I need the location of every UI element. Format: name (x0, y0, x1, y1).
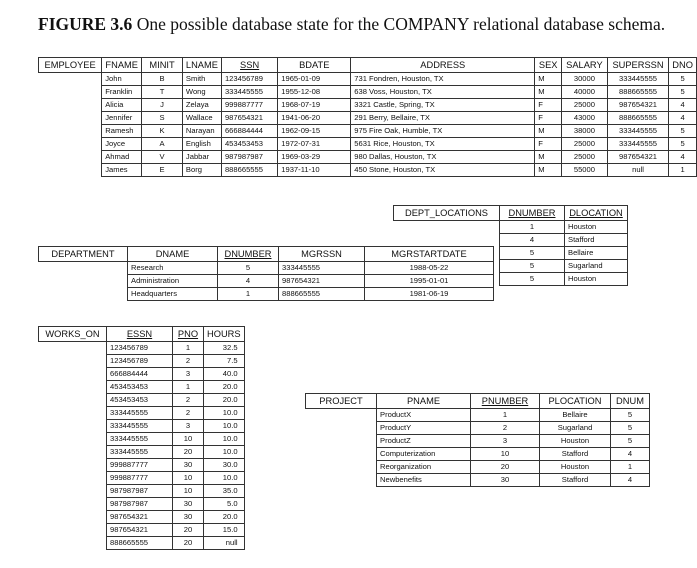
employee-cell-ssn: 333445555 (221, 86, 277, 99)
employee-cell-salary: 40000 (562, 86, 608, 99)
works_on-blank-cell (39, 381, 107, 394)
employee-blank-cell (39, 112, 102, 125)
works_on-row (39, 498, 245, 511)
works_on-blank-cell (39, 368, 107, 381)
works_on-cell-hours: 20.0 (204, 511, 245, 524)
employee-cell-sex: F (535, 112, 562, 125)
project-col-plocation: PLOCATION (540, 394, 611, 409)
employee-blank-cell (39, 86, 102, 99)
works_on-cell-hours: 20.0 (204, 381, 245, 394)
employee-cell-superssn: 333445555 (607, 138, 669, 151)
employee-cell-bdate: 1965-01-09 (278, 73, 351, 86)
works_on-cell-pno: 20 (173, 524, 204, 537)
employee-blank-cell (39, 73, 102, 86)
project-header-row (306, 394, 650, 409)
employee-cell-sex: M (535, 125, 562, 138)
department-cell-dnumber: 1 (218, 288, 279, 301)
dept_locations-cell-dnumber: 5 (500, 273, 565, 286)
works_on-cell-pno: 10 (173, 472, 204, 485)
project-cell-plocation: Stafford (540, 448, 611, 461)
employee-cell-bdate: 1941-06-20 (278, 112, 351, 125)
works_on-blank-cell (39, 485, 107, 498)
project-key-pnumber: PNUMBER (481, 396, 529, 406)
works_on-cell-hours: 20.0 (204, 394, 245, 407)
employee-blank-cell (39, 164, 102, 177)
employee-cell-lname: Smith (182, 73, 221, 86)
employee-col-lname: LNAME (182, 58, 221, 73)
project-col-pname: PNAME (377, 394, 471, 409)
employee-cell-superssn: 888665555 (607, 112, 669, 125)
project-cell-pname: ProductX (377, 409, 471, 422)
works_on-cell-hours: 32.5 (204, 342, 245, 355)
project-cell-pnumber: 10 (471, 448, 540, 461)
employee-cell-lname: Zelaya (182, 99, 221, 112)
department-key-dnumber: DNUMBER (224, 249, 272, 259)
employee-row (39, 86, 697, 99)
employee-cell-bdate: 1955-12-08 (278, 86, 351, 99)
dept_locations-col-dlocation (565, 206, 628, 221)
employee-cell-salary: 25000 (562, 138, 608, 151)
employee-col-salary: SALARY (562, 58, 608, 73)
project-col-dnum: DNUM (611, 394, 650, 409)
works_on-blank-cell (39, 433, 107, 446)
employee-cell-minit: E (142, 164, 183, 177)
employee-cell-bdate: 1937-11-10 (278, 164, 351, 177)
employee-key-ssn: SSN (240, 60, 260, 70)
works_on-cell-pno: 20 (173, 446, 204, 459)
employee-cell-dno: 1 (669, 164, 697, 177)
works_on-row (39, 446, 245, 459)
dept_locations-cell-dlocation: Houston (565, 273, 628, 286)
dept_locations-row (394, 221, 628, 234)
project-row (306, 435, 650, 448)
employee-cell-bdate: 1968-07-19 (278, 99, 351, 112)
works_on-cell-pno: 20 (173, 537, 204, 550)
employee-cell-dno: 4 (669, 151, 697, 164)
employee-cell-address: 638 Voss, Houston, TX (351, 86, 535, 99)
dept_locations-relation-name: DEPT_LOCATIONS (394, 206, 500, 221)
department-cell-dname: Administration (128, 275, 218, 288)
project-cell-dnum: 5 (611, 422, 650, 435)
project-blank-cell (306, 474, 377, 487)
works_on-cell-essn: 999887777 (107, 472, 173, 485)
employee-cell-ssn: 666884444 (221, 125, 277, 138)
employee-col-address: ADDRESS (351, 58, 535, 73)
works_on-blank-cell (39, 355, 107, 368)
project-row (306, 461, 650, 474)
employee-cell-sex: M (535, 164, 562, 177)
project-col-pnumber (471, 394, 540, 409)
employee-cell-dno: 5 (669, 138, 697, 151)
dept_locations-cell-dnumber: 1 (500, 221, 565, 234)
employee-cell-address: 450 Stone, Houston, TX (351, 164, 535, 177)
employee-col-fname: FNAME (102, 58, 142, 73)
works_on-col-essn (107, 327, 173, 342)
department-col-dname: DNAME (128, 247, 218, 262)
dept_locations-cell-dnumber: 5 (500, 247, 565, 260)
employee-cell-ssn: 888665555 (221, 164, 277, 177)
project-cell-pnumber: 2 (471, 422, 540, 435)
employee-cell-minit: J (142, 99, 183, 112)
works_on-row (39, 394, 245, 407)
employee-cell-dno: 5 (669, 86, 697, 99)
project-cell-dnum: 5 (611, 409, 650, 422)
employee-col-dno: DNO (669, 58, 697, 73)
department-relation-name: DEPARTMENT (39, 247, 128, 262)
employee-cell-fname: Alicia (102, 99, 142, 112)
employee-blank-cell (39, 151, 102, 164)
department-cell-mgrssn: 888665555 (279, 288, 365, 301)
employee-cell-address: 980 Dallas, Houston, TX (351, 151, 535, 164)
employee-col-ssn (221, 58, 277, 73)
employee-row (39, 125, 697, 138)
employee-col-sex: SEX (535, 58, 562, 73)
project-cell-plocation: Bellaire (540, 409, 611, 422)
works_on-blank-cell (39, 511, 107, 524)
works_on-row (39, 420, 245, 433)
works_on-cell-hours: 10.0 (204, 472, 245, 485)
dept_locations-cell-dlocation: Houston (565, 221, 628, 234)
works_on-cell-pno: 1 (173, 381, 204, 394)
employee-cell-minit: S (142, 112, 183, 125)
project-cell-pname: Computerization (377, 448, 471, 461)
works_on-row (39, 511, 245, 524)
employee-cell-salary: 38000 (562, 125, 608, 138)
employee-cell-bdate: 1969-03-29 (278, 151, 351, 164)
project-row (306, 474, 650, 487)
project-row (306, 422, 650, 435)
works_on-cell-hours: 40.0 (204, 368, 245, 381)
works_on-blank-cell (39, 524, 107, 537)
works_on-header-row (39, 327, 245, 342)
employee-cell-fname: Franklin (102, 86, 142, 99)
dept_locations-blank-cell (394, 221, 500, 234)
figure-caption (38, 14, 665, 35)
dept_locations-row (394, 234, 628, 247)
employee-cell-superssn: 987654321 (607, 99, 669, 112)
works_on-row (39, 485, 245, 498)
employee-cell-address: 731 Fondren, Houston, TX (351, 73, 535, 86)
department-cell-dnumber: 4 (218, 275, 279, 288)
department-cell-dname: Research (128, 262, 218, 275)
department-cell-mgrssn: 987654321 (279, 275, 365, 288)
works_on-cell-pno: 2 (173, 407, 204, 420)
employee-col-superssn: SUPERSSN (607, 58, 669, 73)
works_on-cell-essn: 987987987 (107, 485, 173, 498)
department-cell-mgrstartdate: 1981-06-19 (365, 288, 494, 301)
project-cell-pname: ProductZ (377, 435, 471, 448)
project-cell-pnumber: 3 (471, 435, 540, 448)
employee-cell-minit: K (142, 125, 183, 138)
works_on-cell-pno: 30 (173, 511, 204, 524)
works_on-cell-hours: 10.0 (204, 433, 245, 446)
project-blank-cell (306, 461, 377, 474)
employee-cell-lname: Narayan (182, 125, 221, 138)
works_on-row (39, 355, 245, 368)
employee-cell-bdate: 1972-07-31 (278, 138, 351, 151)
employee-row (39, 151, 697, 164)
project-blank-cell (306, 409, 377, 422)
employee-cell-dno: 5 (669, 125, 697, 138)
works_on-cell-pno: 2 (173, 394, 204, 407)
department-col-mgrstartdate: MGRSTARTDATE (365, 247, 494, 262)
department-cell-mgrssn: 333445555 (279, 262, 365, 275)
project-cell-pnumber: 1 (471, 409, 540, 422)
employee-cell-dno: 4 (669, 99, 697, 112)
employee-cell-minit: A (142, 138, 183, 151)
employee-col-minit: MINIT (142, 58, 183, 73)
project-cell-plocation: Stafford (540, 474, 611, 487)
project-cell-pname: Newbenefits (377, 474, 471, 487)
works_on-cell-essn: 999887777 (107, 459, 173, 472)
project-cell-pname: ProductY (377, 422, 471, 435)
works_on-cell-hours: 30.0 (204, 459, 245, 472)
employee-cell-sex: M (535, 151, 562, 164)
employee-cell-address: 3321 Castle, Spring, TX (351, 99, 535, 112)
works_on-cell-essn: 333445555 (107, 407, 173, 420)
works_on-key-essn: ESSN (126, 329, 153, 339)
project-row (306, 409, 650, 422)
project-cell-dnum: 1 (611, 461, 650, 474)
employee-blank-cell (39, 99, 102, 112)
department-header-row (39, 247, 494, 262)
works_on-row (39, 433, 245, 446)
project-cell-pname: Reorganization (377, 461, 471, 474)
works_on-cell-essn: 123456789 (107, 355, 173, 368)
figure-caption-text: One possible database state for the COMPANY relational database schema. (132, 14, 666, 34)
works_on-cell-essn: 333445555 (107, 420, 173, 433)
works_on-col-pno (173, 327, 204, 342)
figure-label: FIGURE 3.6 (38, 14, 133, 34)
department-blank-cell (39, 262, 128, 275)
employee-cell-lname: Wallace (182, 112, 221, 125)
project-cell-dnum: 4 (611, 448, 650, 461)
employee-cell-salary: 55000 (562, 164, 608, 177)
works_on-cell-pno: 2 (173, 355, 204, 368)
employee-row (39, 164, 697, 177)
works_on-cell-essn: 123456789 (107, 342, 173, 355)
employee-cell-salary: 25000 (562, 151, 608, 164)
works_on-cell-essn: 987987987 (107, 498, 173, 511)
works_on-row (39, 368, 245, 381)
department-cell-dnumber: 5 (218, 262, 279, 275)
works_on-blank-cell (39, 472, 107, 485)
employee-cell-minit: V (142, 151, 183, 164)
works_on-cell-hours: 5.0 (204, 498, 245, 511)
works_on-cell-pno: 30 (173, 459, 204, 472)
department-blank-cell (39, 275, 128, 288)
works_on-cell-hours: null (204, 537, 245, 550)
works_on-cell-pno: 3 (173, 420, 204, 433)
employee-cell-sex: M (535, 73, 562, 86)
works_on-cell-essn: 987654321 (107, 511, 173, 524)
employee-cell-superssn: 987654321 (607, 151, 669, 164)
dept_locations-col-dnumber (500, 206, 565, 221)
department-cell-mgrstartdate: 1988-05-22 (365, 262, 494, 275)
works_on-blank-cell (39, 407, 107, 420)
works_on-blank-cell (39, 420, 107, 433)
project-cell-dnum: 5 (611, 435, 650, 448)
works_on-cell-hours: 10.0 (204, 407, 245, 420)
employee-cell-superssn: 888665555 (607, 86, 669, 99)
employee-cell-lname: English (182, 138, 221, 151)
employee-cell-sex: F (535, 99, 562, 112)
works_on-cell-hours: 10.0 (204, 446, 245, 459)
project-cell-pnumber: 30 (471, 474, 540, 487)
employee-cell-superssn: 333445555 (607, 73, 669, 86)
employee-cell-ssn: 999887777 (221, 99, 277, 112)
project-cell-dnum: 4 (611, 474, 650, 487)
works_on-cell-essn: 666884444 (107, 368, 173, 381)
dept_locations-cell-dlocation: Stafford (565, 234, 628, 247)
works_on-row (39, 407, 245, 420)
employee-cell-lname: Wong (182, 86, 221, 99)
employee-cell-dno: 5 (669, 73, 697, 86)
dept_locations-cell-dlocation: Bellaire (565, 247, 628, 260)
employee-row (39, 112, 697, 125)
department-cell-dname: Headquarters (128, 288, 218, 301)
employee-cell-ssn: 987654321 (221, 112, 277, 125)
project-blank-cell (306, 448, 377, 461)
employee-cell-fname: Ahmad (102, 151, 142, 164)
works_on-cell-hours: 15.0 (204, 524, 245, 537)
employee-table (38, 57, 697, 177)
works_on-cell-pno: 1 (173, 342, 204, 355)
project-table (305, 393, 650, 487)
employee-col-bdate: BDATE (278, 58, 351, 73)
department-blank-cell (39, 288, 128, 301)
works_on-blank-cell (39, 537, 107, 550)
works_on-row (39, 537, 245, 550)
project-blank-cell (306, 422, 377, 435)
dept_locations-cell-dlocation: Sugarland (565, 260, 628, 273)
works_on-cell-hours: 35.0 (204, 485, 245, 498)
dept_locations-cell-dnumber: 4 (500, 234, 565, 247)
project-cell-plocation: Houston (540, 461, 611, 474)
project-cell-pnumber: 20 (471, 461, 540, 474)
employee-cell-dno: 4 (669, 112, 697, 125)
works_on-cell-pno: 30 (173, 498, 204, 511)
employee-relation-name: EMPLOYEE (39, 58, 102, 73)
works_on-cell-hours: 7.5 (204, 355, 245, 368)
employee-cell-address: 291 Berry, Bellaire, TX (351, 112, 535, 125)
works_on-blank-cell (39, 498, 107, 511)
employee-cell-address: 5631 Rice, Houston, TX (351, 138, 535, 151)
works_on-cell-hours: 10.0 (204, 420, 245, 433)
works_on-cell-pno: 3 (173, 368, 204, 381)
works_on-row (39, 381, 245, 394)
works_on-cell-essn: 333445555 (107, 433, 173, 446)
employee-cell-bdate: 1962-09-15 (278, 125, 351, 138)
dept_locations-header-row (394, 206, 628, 221)
project-cell-plocation: Houston (540, 435, 611, 448)
works_on-cell-essn: 987654321 (107, 524, 173, 537)
works_on-blank-cell (39, 446, 107, 459)
works_on-cell-essn: 888665555 (107, 537, 173, 550)
dept_locations-blank-cell (394, 234, 500, 247)
department-col-dnumber (218, 247, 279, 262)
department-row (39, 275, 494, 288)
works_on-blank-cell (39, 342, 107, 355)
employee-cell-superssn: 333445555 (607, 125, 669, 138)
employee-row (39, 138, 697, 151)
works_on-blank-cell (39, 394, 107, 407)
dept_locations-key-dlocation: DLOCATION (569, 208, 623, 218)
dept_locations-key-dnumber: DNUMBER (508, 208, 556, 218)
employee-cell-lname: Jabbar (182, 151, 221, 164)
project-blank-cell (306, 435, 377, 448)
employee-cell-fname: James (102, 164, 142, 177)
employee-cell-salary: 25000 (562, 99, 608, 112)
employee-cell-fname: Joyce (102, 138, 142, 151)
employee-blank-cell (39, 125, 102, 138)
employee-cell-fname: Jennifer (102, 112, 142, 125)
project-cell-plocation: Sugarland (540, 422, 611, 435)
works_on-row (39, 524, 245, 537)
works_on-row (39, 342, 245, 355)
department-row (39, 262, 494, 275)
employee-cell-superssn: null (607, 164, 669, 177)
employee-cell-lname: Borg (182, 164, 221, 177)
works_on-cell-pno: 10 (173, 433, 204, 446)
works_on-row (39, 459, 245, 472)
works_on-cell-essn: 453453453 (107, 381, 173, 394)
employee-header-row (39, 58, 697, 73)
project-relation-name: PROJECT (306, 394, 377, 409)
employee-row (39, 99, 697, 112)
works_on-col-hours: HOURS (204, 327, 245, 342)
department-table (38, 246, 494, 301)
employee-blank-cell (39, 138, 102, 151)
employee-cell-minit: T (142, 86, 183, 99)
employee-cell-ssn: 123456789 (221, 73, 277, 86)
project-row (306, 448, 650, 461)
employee-cell-fname: John (102, 73, 142, 86)
works_on-row (39, 472, 245, 485)
works_on-relation-name: WORKS_ON (39, 327, 107, 342)
dept_locations-cell-dnumber: 5 (500, 260, 565, 273)
employee-cell-salary: 43000 (562, 112, 608, 125)
department-col-mgrssn: MGRSSN (279, 247, 365, 262)
employee-cell-salary: 30000 (562, 73, 608, 86)
employee-cell-address: 975 Fire Oak, Humble, TX (351, 125, 535, 138)
employee-cell-sex: M (535, 86, 562, 99)
department-row (39, 288, 494, 301)
employee-cell-minit: B (142, 73, 183, 86)
employee-cell-sex: F (535, 138, 562, 151)
employee-row (39, 73, 697, 86)
works_on-cell-pno: 10 (173, 485, 204, 498)
employee-cell-ssn: 987987987 (221, 151, 277, 164)
employee-cell-ssn: 453453453 (221, 138, 277, 151)
works_on-cell-essn: 333445555 (107, 446, 173, 459)
works_on-cell-essn: 453453453 (107, 394, 173, 407)
employee-cell-fname: Ramesh (102, 125, 142, 138)
works-on-table (38, 326, 245, 550)
works_on-key-pno: PNO (177, 329, 199, 339)
works_on-blank-cell (39, 459, 107, 472)
department-cell-mgrstartdate: 1995-01-01 (365, 275, 494, 288)
